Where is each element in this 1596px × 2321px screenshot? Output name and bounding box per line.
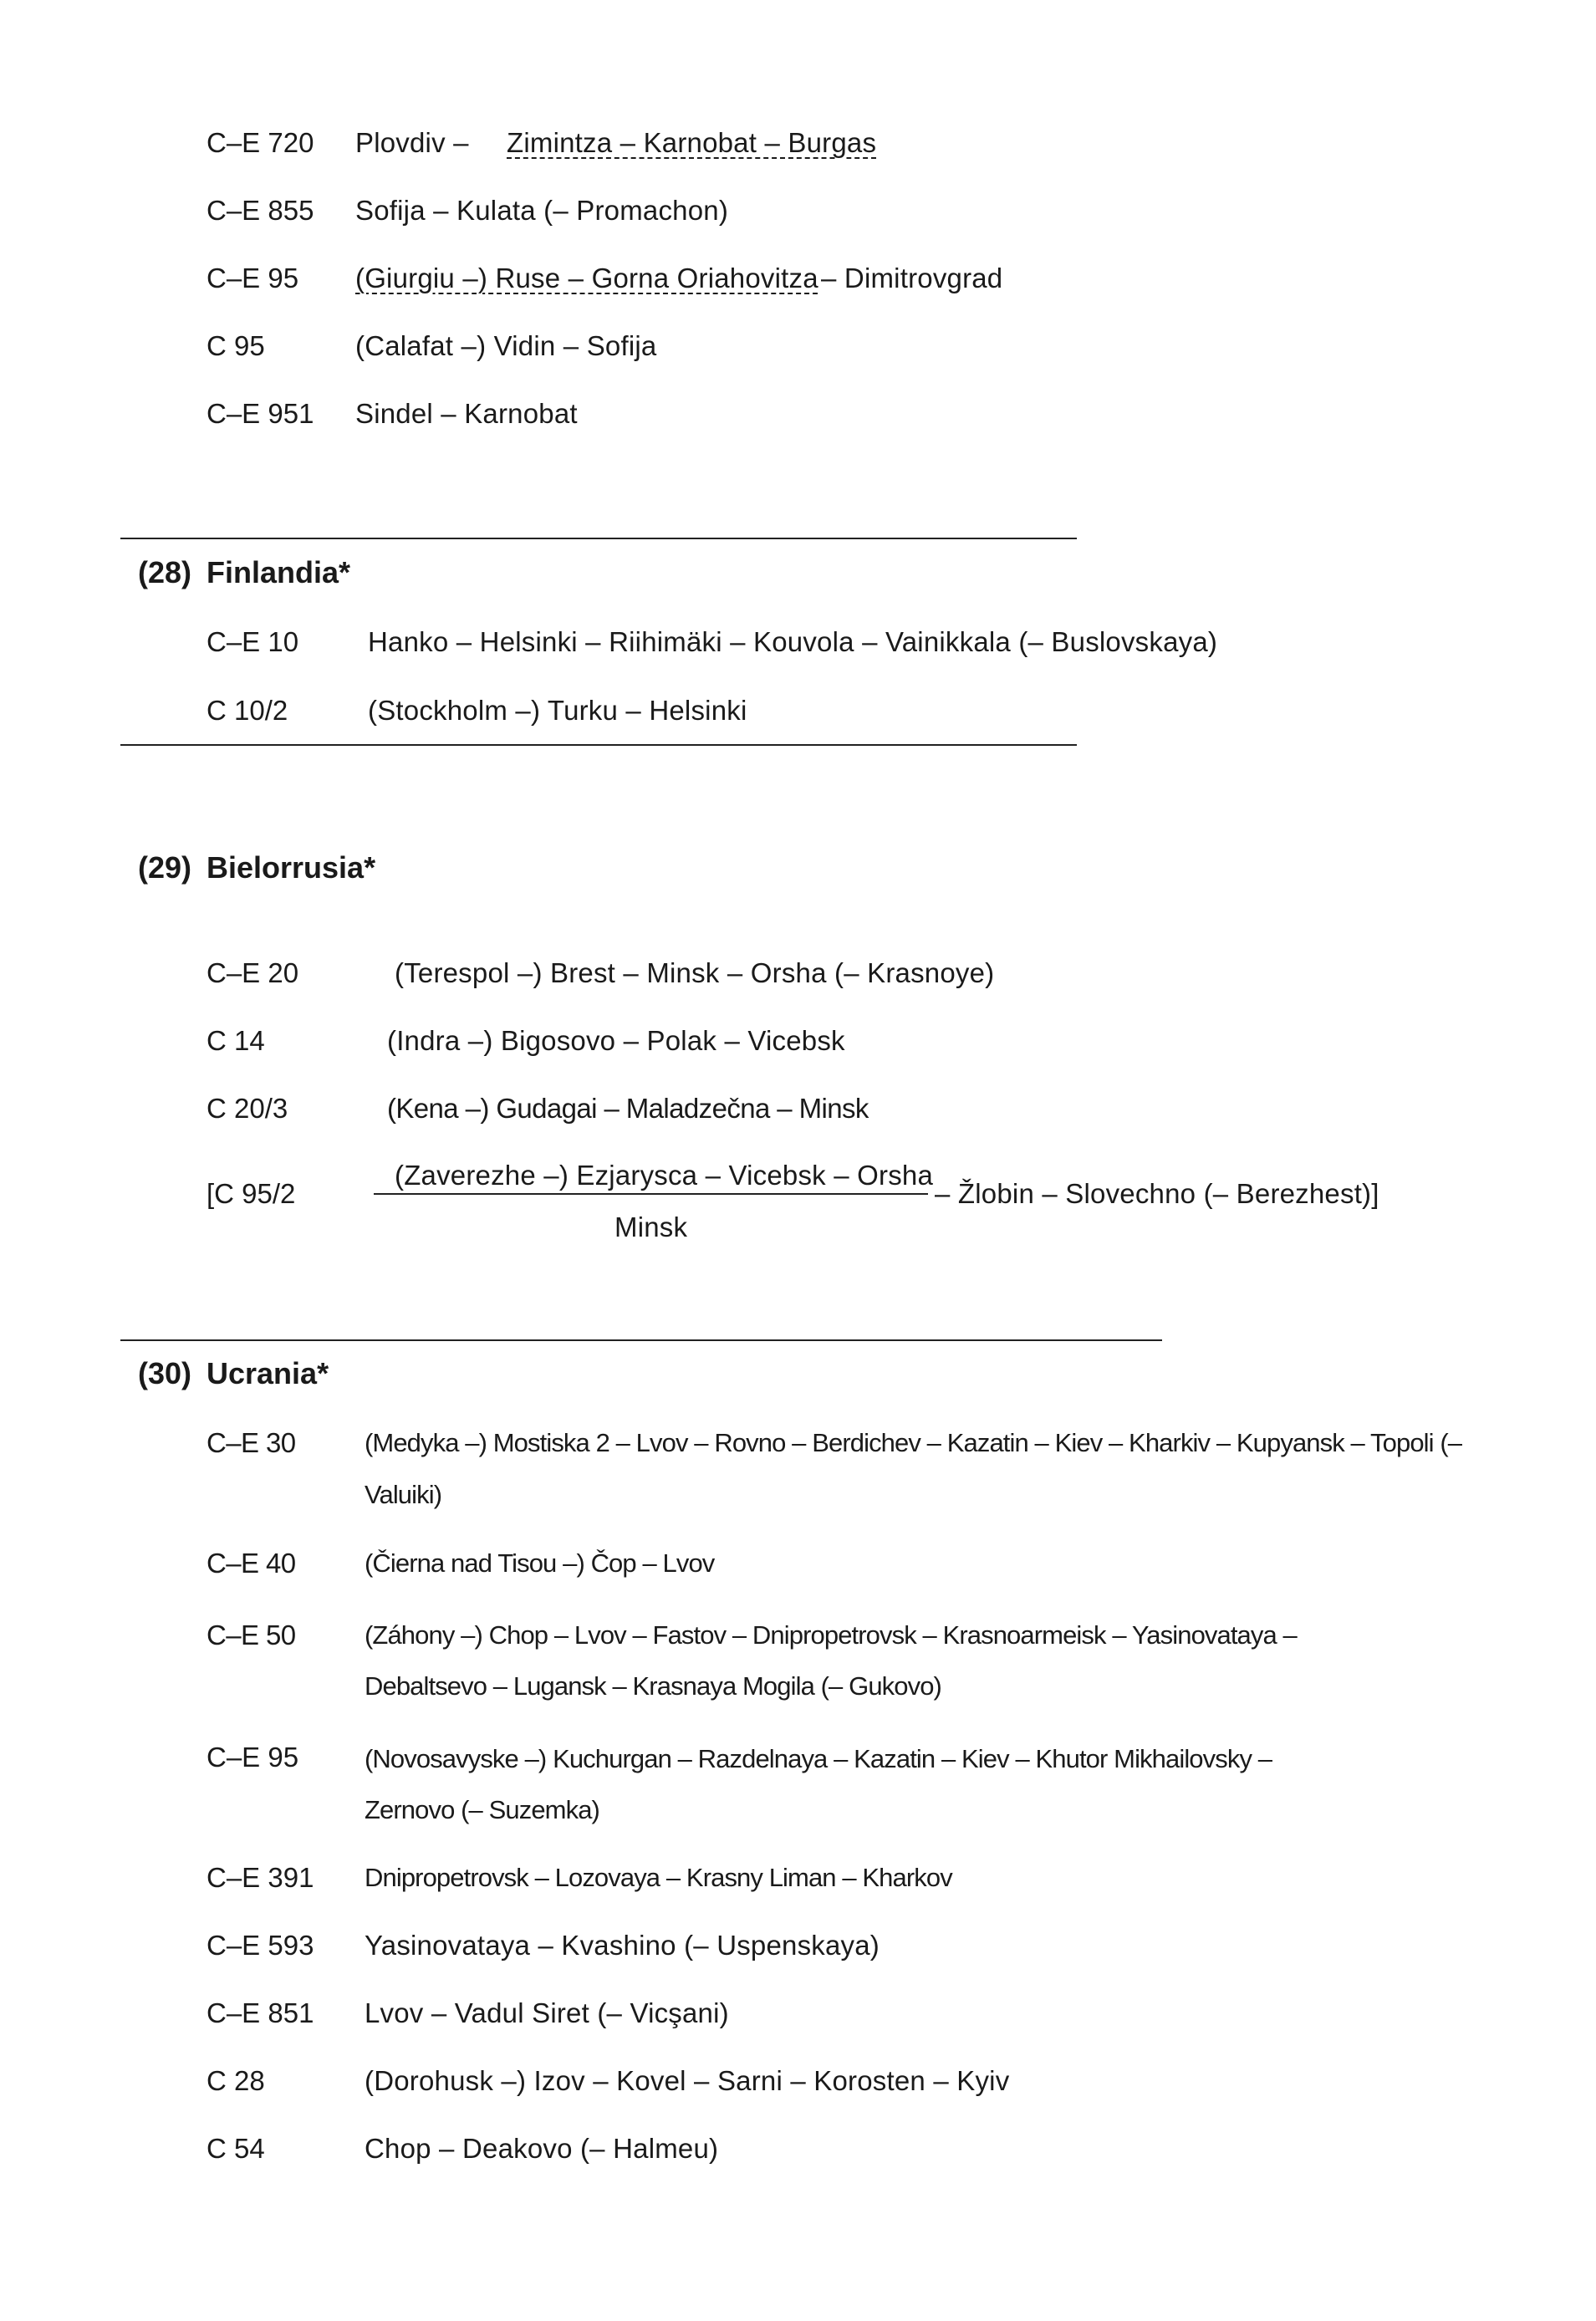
route-code: C–E 40 (207, 1548, 296, 1579)
route-code: C 95 (207, 330, 265, 361)
route-code: C–E 720 (207, 127, 314, 158)
section-divider (120, 744, 1077, 746)
route-text: (Kena –) Gudagai – Maladzečna – Minsk (387, 1093, 869, 1124)
route-text-continued: Debaltsevo – Lugansk – Krasnaya Mogila (– Gukovo) (365, 1671, 941, 1701)
section-title: Bielorrusia* (207, 850, 376, 885)
section-divider (120, 1339, 1162, 1341)
fraction-numerator: (Zaverezhe –) Ezjarysca – Vicebsk – Orsha (395, 1160, 934, 1191)
route-text: Lvov – Vadul Siret (– Vicşani) (365, 1997, 729, 2028)
route-code: C–E 50 (207, 1620, 296, 1650)
route-code: C 10/2 (207, 695, 288, 726)
route-code: C 20/3 (207, 1093, 288, 1124)
route-code: C–E 851 (207, 1997, 314, 2028)
route-text: Chop – Deakovo (– Halmeu) (365, 2133, 719, 2164)
route-text-dashed: (Giurgiu –) Ruse – Gorna Oriahovitza (355, 263, 818, 293)
section-title: Ucrania* (207, 1356, 329, 1390)
route-text: (Calafat –) Vidin – Sofija (355, 330, 657, 361)
route-text-continued: Valuiki) (365, 1480, 442, 1509)
route-text: (Dorohusk –) Izov – Kovel – Sarni – Korosten – Kyiv (365, 2065, 1010, 2096)
route-text: – Žlobin – Slovechno (– Berezhest)] (935, 1178, 1379, 1209)
route-code: [C 95/2 (207, 1178, 296, 1209)
route-code: C–E 951 (207, 398, 314, 429)
route-text-continued: Zernovo (– Suzemka) (365, 1795, 599, 1824)
route-code: C–E 855 (207, 195, 314, 226)
route-code: C 54 (207, 2133, 265, 2164)
route-text: Hanko – Helsinki – Riihimäki – Kouvola – Vainikkala (– Buslovskaya) (368, 626, 1218, 657)
route-code: C–E 10 (207, 626, 299, 657)
route-code: C–E 95 (207, 263, 299, 293)
route-text: Sindel – Karnobat (355, 398, 578, 429)
route-text: (Medyka –) Mostiska 2 – Lvov – Rovno – Berdichev – Kazatin – Kiev – Kharkiv – Kupyansk – Topoli (– (365, 1428, 1462, 1457)
route-text: Sofija – Kulata (– Promachon) (355, 195, 729, 226)
route-code: C–E 20 (207, 957, 299, 988)
route-code: C–E 30 (207, 1427, 296, 1458)
route-text-dashed: Zimintza – Karnobat – Burgas (507, 127, 877, 158)
route-text: (Stockholm –) Turku – Helsinki (368, 695, 747, 726)
section-number: (28) (138, 555, 192, 589)
section-title: Finlandia* (207, 555, 351, 589)
route-text: Plovdiv – (355, 127, 469, 158)
route-code: C 28 (207, 2065, 265, 2096)
fraction-denominator: Minsk (614, 1212, 688, 1242)
route-text: (Novosavyske –) Kuchurgan – Razdelnaya – Kazatin – Kiev – Khutor Mikhailovsky – (365, 1744, 1272, 1773)
route-text: (Indra –) Bigosovo – Polak – Vicebsk (387, 1025, 845, 1056)
section-number: (30) (138, 1356, 192, 1390)
section-divider (120, 538, 1077, 539)
route-text: – Dimitrovgrad (821, 263, 1003, 293)
route-text: (Čierna nad Tisou –) Čop – Lvov (365, 1548, 715, 1578)
fraction-bar (374, 1193, 928, 1195)
route-text: (Terespol –) Brest – Minsk – Orsha (– Krasnoye) (395, 957, 995, 988)
route-text: Yasinovataya – Kvashino (– Uspenskaya) (365, 1930, 880, 1961)
route-code: C–E 593 (207, 1930, 314, 1961)
route-text: (Záhony –) Chop – Lvov – Fastov – Dnipropetrovsk – Krasnoarmeisk – Yasinovataya – (365, 1620, 1297, 1650)
route-code: C 14 (207, 1025, 265, 1056)
route-text: Dnipropetrovsk – Lozovaya – Krasny Liman – Kharkov (365, 1863, 952, 1892)
route-code: C–E 391 (207, 1862, 314, 1893)
route-code: C–E 95 (207, 1742, 299, 1773)
section-number: (29) (138, 850, 192, 885)
